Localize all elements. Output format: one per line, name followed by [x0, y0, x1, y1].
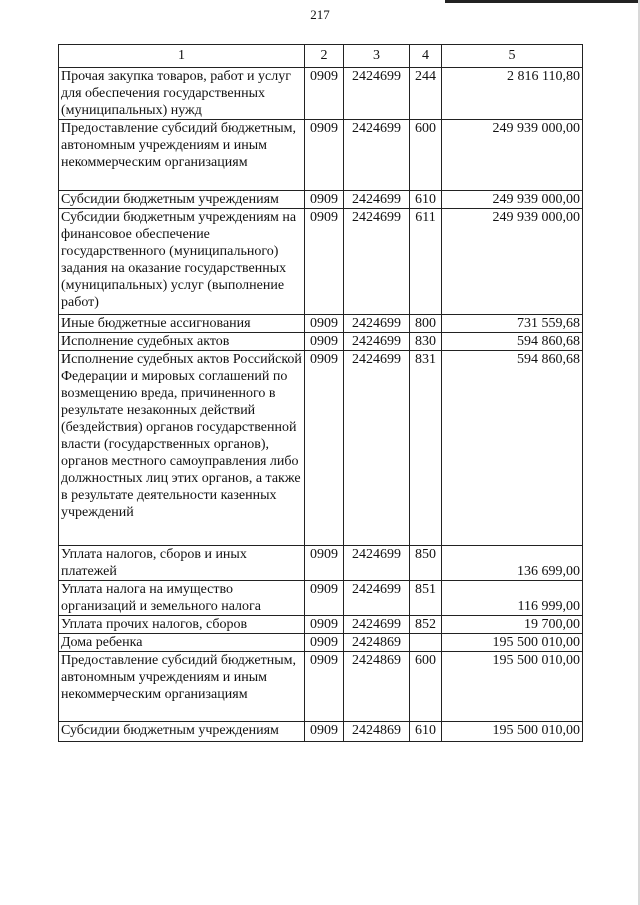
row-target: 2424699	[344, 120, 410, 191]
row-type: 244	[410, 68, 442, 120]
row-target: 2424869	[344, 634, 410, 652]
table-row	[59, 333, 583, 351]
row-sum: 2 816 110,80	[442, 68, 583, 120]
header-col-2: 2	[305, 45, 344, 68]
row-target: 2424699	[344, 315, 410, 333]
row-name: Предоставление субсидий бюджетным, автономным учреждениям и иным некоммерческим организациям	[59, 120, 305, 191]
budget-table	[58, 44, 583, 742]
header-col-1: 1	[59, 45, 305, 68]
row-target: 2424869	[344, 722, 410, 742]
row-section: 0909	[305, 652, 344, 722]
row-sum: 249 939 000,00	[442, 120, 583, 191]
row-name: Субсидии бюджетным учреждениям	[59, 722, 305, 742]
row-name: Субсидии бюджетным учреждениям на финансовое обеспечение государственного (муниципального) задания на оказание государственных (муниципальных) услуг (выполнение работ)	[59, 209, 305, 315]
row-sum: 195 500 010,00	[442, 722, 583, 742]
table-row	[59, 351, 583, 546]
header-row	[59, 45, 583, 68]
row-sum: 594 860,68	[442, 351, 583, 546]
row-type: 610	[410, 191, 442, 209]
row-name: Уплата налога на имущество организаций и земельного налога	[59, 581, 305, 616]
row-type: 600	[410, 652, 442, 722]
row-sum: 249 939 000,00	[442, 209, 583, 315]
row-section: 0909	[305, 191, 344, 209]
table-row	[59, 546, 583, 581]
row-sum: 249 939 000,00	[442, 191, 583, 209]
row-sum: 136 699,00	[442, 546, 583, 581]
row-section: 0909	[305, 722, 344, 742]
row-target: 2424699	[344, 209, 410, 315]
table-row	[59, 315, 583, 333]
row-sum: 116 999,00	[442, 581, 583, 616]
row-type	[410, 634, 442, 652]
row-name: Уплата прочих налогов, сборов	[59, 616, 305, 634]
row-name: Исполнение судебных актов Российской Федерации и мировых соглашений по возмещению вреда, причиненного в результате незаконных действий (бездействия) органов государственной власти (государственных органов), органов местного самоуправления либо должностных лиц этих органов, а также в результате деятельности казенных учреждений	[59, 351, 305, 546]
row-target: 2424699	[344, 546, 410, 581]
header-col-5: 5	[442, 45, 583, 68]
row-section: 0909	[305, 209, 344, 315]
row-name: Иные бюджетные ассигнования	[59, 315, 305, 333]
row-type: 831	[410, 351, 442, 546]
row-sum: 19 700,00	[442, 616, 583, 634]
row-name: Уплата налогов, сборов и иных платежей	[59, 546, 305, 581]
row-type: 830	[410, 333, 442, 351]
table-row	[59, 191, 583, 209]
row-target: 2424699	[344, 68, 410, 120]
row-section: 0909	[305, 315, 344, 333]
row-name: Дома ребенка	[59, 634, 305, 652]
row-name: Прочая закупка товаров, работ и услуг для обеспечения государственных (муниципальных) нужд	[59, 68, 305, 120]
row-section: 0909	[305, 333, 344, 351]
scan-artifact-line	[445, 0, 640, 3]
table-row	[59, 722, 583, 742]
row-target: 2424699	[344, 581, 410, 616]
row-type: 600	[410, 120, 442, 191]
header-col-4: 4	[410, 45, 442, 68]
row-type: 610	[410, 722, 442, 742]
row-name: Субсидии бюджетным учреждениям	[59, 191, 305, 209]
table-row	[59, 581, 583, 616]
row-sum: 594 860,68	[442, 333, 583, 351]
row-target: 2424699	[344, 191, 410, 209]
row-target: 2424699	[344, 351, 410, 546]
table-row	[59, 209, 583, 315]
row-section: 0909	[305, 546, 344, 581]
row-sum: 731 559,68	[442, 315, 583, 333]
row-type: 850	[410, 546, 442, 581]
row-name: Предоставление субсидий бюджетным, автономным учреждениям и иным некоммерческим организациям	[59, 652, 305, 722]
table-row	[59, 120, 583, 191]
row-section: 0909	[305, 581, 344, 616]
table-row	[59, 634, 583, 652]
row-section: 0909	[305, 120, 344, 191]
row-name: Исполнение судебных актов	[59, 333, 305, 351]
table-row	[59, 68, 583, 120]
row-target: 2424869	[344, 652, 410, 722]
row-type: 800	[410, 315, 442, 333]
header-col-3: 3	[344, 45, 410, 68]
row-type: 851	[410, 581, 442, 616]
row-type: 611	[410, 209, 442, 315]
page-number: 217	[310, 7, 330, 22]
row-section: 0909	[305, 351, 344, 546]
row-sum: 195 500 010,00	[442, 634, 583, 652]
row-section: 0909	[305, 68, 344, 120]
row-target: 2424699	[344, 616, 410, 634]
row-section: 0909	[305, 616, 344, 634]
table-row	[59, 616, 583, 634]
row-target: 2424699	[344, 333, 410, 351]
table-row	[59, 652, 583, 722]
row-sum: 195 500 010,00	[442, 652, 583, 722]
row-section: 0909	[305, 634, 344, 652]
row-type: 852	[410, 616, 442, 634]
